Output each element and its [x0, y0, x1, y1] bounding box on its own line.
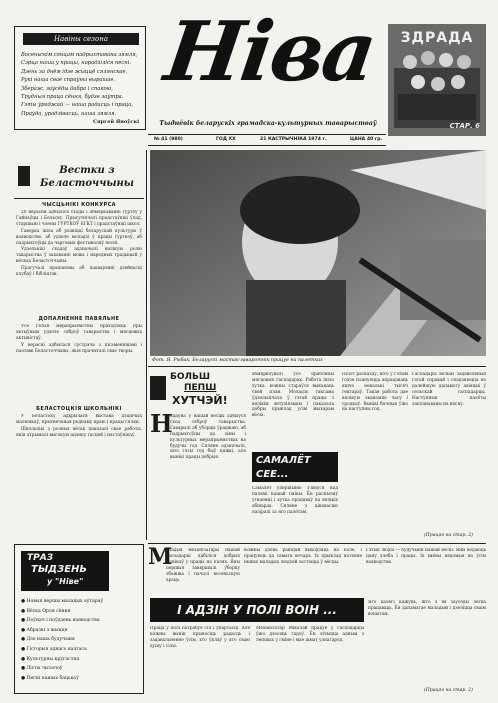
issue-year: ГОД XX	[216, 137, 236, 142]
lower-col4: Праца ў полі патрабуе сіл і ўпартасці. Але кожны вынік прыносіць радасць і задавальненне ўсім, хто ўклаў у яго сваю душу і сілы.	[150, 626, 250, 649]
corner-photo-page: СТАР. 6	[449, 122, 480, 130]
vestki-header	[14, 160, 144, 196]
hero-col2: абмяркоўвалі ўсе праблемы мясцовых гаспадарак. Работа ішла хутка, кожны стараўся выканаць свой план. Моладзь таксама ўдзельнічала ў гэтай працы з вялікім энтузіязмам і паказала добры прыклад усім жыхарам вёскі.	[252, 372, 334, 419]
paragraph: Гаворка ішла аб развіцці беларускай культуры ў ваяводстве, аб удзеле моладзі ў працы гурткоў, аб падрыхтоўцы да чарговых фестываляў песні.	[16, 228, 142, 246]
poem-line: Восеньскім сонцам падрыхтавана зямля,	[21, 52, 138, 58]
paragraph: Усе гэтыя мерапрыемствы праходзяць пры актыўным удзеле сяброў таварыства і мясцовых актывістаў.	[16, 324, 142, 341]
promo-banner	[21, 551, 109, 591]
main-photo-image	[150, 150, 486, 356]
poem-line: Дзень за днём ідзе жыццё сялянскае,	[21, 68, 128, 75]
promo-list-item: ● Песні нашых бацькоў	[21, 675, 79, 681]
poem-line: Праўда, урадлівасць, наша зямля.	[21, 110, 117, 117]
vestki-header-text: Вестки з Беласточчыны	[40, 165, 134, 189]
left-column-divider	[146, 150, 147, 540]
poem-line: Трудныя праца сёння, будзе заўтра.	[21, 94, 124, 101]
main-photo-caption: Фот. Я. Рыбак. Беларускі мастак-гаваротнік працуе на палетках	[152, 358, 323, 363]
masthead-rule-top	[148, 134, 386, 135]
samolet-col1: Самалёт упершыню з'явіўся над палямі нашай гміны. Ён распыляў угнаенні і хутка працаваў на вялікіх абшарах. Сяляне з цікавасцю назіралі за яго палётам.	[252, 486, 338, 515]
vestki-section2-title: ДОПАЛНЕННЕ ПАВЯЛЬНЕ	[38, 316, 120, 322]
promo-box	[14, 544, 144, 694]
vestki-section1-text	[16, 210, 142, 308]
promo-list-item: ● Абразкі з жыцця	[21, 627, 68, 633]
lower-col6: Яго калегі кажуць, што з ім заўсёды лёгка працаваць. Ён дапамагае маладым і дзеліцца сваім вопытам.	[368, 600, 486, 617]
poem-header	[23, 33, 139, 45]
lower-col2: Кожны дзень раніцай выходзяць на поле, і працуюць да самага вечара. Іх прыклад натхняе іншых маладых людзей застацца ў вёсцы.	[244, 548, 362, 565]
promo-list-item: ● Поўнач і поўдзень ваяводства	[21, 618, 100, 624]
promo-list-item: ● Дзе наша будучыня	[21, 637, 75, 643]
poem-author: Сяргей Яноўскі	[92, 119, 139, 125]
samolet-signature: (Працяг на стар. 2)	[424, 533, 473, 538]
paragraph: 20 верасня адбыліся сходы і абмеркаванні гуртоў у Гайнаўцы і Бельску. Прысутнічалі прадстаўнікі ўлад, старшыні і члены ГУРТКОЎ БГКТ і прадстаўнікі школ.	[16, 210, 142, 227]
promo-line3: у "Ніве"	[47, 577, 84, 586]
vestki-section2-text	[16, 324, 142, 402]
lower-signature: (Працяг на стар. 2)	[424, 688, 473, 693]
promo-list-item: ● Гісторыя аднаго калгаса	[21, 646, 87, 652]
samolet-banner	[252, 452, 338, 482]
lower-col3: Гэтыя людзі — будучыня нашай вёскі. Яны ведаюць цану хлеба і працы. Іх імёны вядомыя ва ўсім ваяводстве.	[366, 548, 486, 565]
hero-col1: ядаўна ў нашай вёсцы адбыўся сход сяброў таварыства. Гаварылі аб уборцы ўраджаю, аб падрыхтоўцы да зімы і культурных мерапрыемствах на будучы год. Сяляне адзначылі, што гэты год быў цяжкі, але вынікі працы добрыя.	[170, 414, 246, 461]
poem-line: Сэрца наша ў працы, нарадзіліся песні.	[21, 60, 131, 67]
promo-list	[21, 597, 139, 683]
masthead-title: Ніва	[159, 4, 381, 100]
lower-banner	[150, 598, 364, 622]
vestki-section1-title: ЧЫСЦЬНІКІ КОНКУРСА	[42, 202, 116, 208]
poem-line: Рукі наша свае спраўны вырашае.	[21, 77, 116, 84]
issue-date: 21 КАСТРЫЧНІКА 1974 г.	[260, 137, 327, 142]
bolshe-block	[150, 370, 244, 410]
bolshe-line1: БОЛЬШ	[170, 372, 210, 382]
promo-list-item: ● Вёска Орля сёння	[21, 608, 71, 614]
corner-photo	[388, 24, 486, 136]
lower-col1: аладыя механізатары нашай гаспадаркі дабіліся добрых вынікаў у працы на палях. Яны першыя завяршылі ўборку збожжа і пачалі восеньскую араць.	[166, 548, 240, 583]
paragraph: У верасні адбылася сустрэча з пісьменнікамі і паэтамі Беласточчыны, якія прачыталі свае творы.	[16, 342, 142, 354]
bolshe-line3: ХУТЧЭЙ!	[172, 394, 228, 407]
samolet-col2: Пілот расказаў, што ў гэтым годзе плануецца апрацаваць яшчэ некалькі тысяч гектараў. Такая работа дае вялікую эканомію часу і сродкаў. Вынікі бачныя ўжо на наступны год.	[342, 372, 408, 413]
lower-drop-cap: М	[148, 544, 173, 570]
mid-rule	[148, 543, 486, 544]
promo-list-item: ● Новыя вершы маладых аўтараў	[21, 599, 104, 604]
bolshe-line2: ПЕПШ	[184, 383, 217, 393]
samolet-col3: Гаспадары вельмі задаволеныя гэтай справай і спадзяюцца на далейшую дапамогу авіяцыі ў сельскай гаспадарцы. Наступныя палёты запланаваны на вясну.	[412, 372, 486, 407]
poem-line: Збераж, заўсёды дабра і спакою,	[21, 85, 113, 92]
vestki-rule	[14, 198, 144, 199]
issue-price: ЦАНА 40 гр.	[350, 137, 383, 142]
poem-lines	[21, 51, 141, 118]
bolshe-icon	[150, 376, 166, 400]
poem-line: Гэты ўраджай — наша радасць і праца,	[21, 102, 134, 109]
poem-header-text: Навіны сезона	[53, 35, 108, 43]
promo-list-item: ● Лісты чытачоў	[21, 666, 63, 672]
paragraph: У Беластоку адкрылася выстава дзіцячых малюнкаў, прысвечаная роднаму краю і працы сялян.	[16, 414, 142, 425]
issue-number: № 41 (980)	[154, 137, 183, 142]
promo-line2: ТЫДЗЕНЬ	[31, 564, 88, 575]
paragraph: Прагучалі прапановы аб пашырэнні дзейнасці клубаў і бібліятэк.	[16, 266, 142, 278]
paragraph: Удзельнікі сходаў адзначылі вялікую ролю таварыства ў захаванні мовы і народных традыцый у вёсках Беласточчыны.	[16, 247, 142, 265]
paragraph: Школьнікі з розных вёсак паказалі свае работы, якія атрымалі высокую ацэнку гасцей і настаўнікаў.	[16, 426, 142, 438]
hero-drop-cap: Н	[150, 409, 173, 438]
masthead	[148, 4, 388, 154]
masthead-subtitle: Тыднёвік беларускіх грамадска-культурных таварыстваў	[159, 120, 377, 127]
masthead-rule-bottom	[148, 145, 386, 146]
poem-box	[14, 26, 146, 130]
vestki-header-icon	[18, 166, 30, 186]
lower-banner-text: І АДЗІН У ПОЛІ ВОІН ...	[177, 603, 337, 617]
main-photo	[150, 150, 486, 356]
promo-list-item: ● Культурны кругагляд	[21, 656, 80, 662]
vestki-section3-text	[16, 414, 142, 532]
samolet-title: САМАЛЁТ СЕЕ...	[256, 455, 311, 480]
photo-rule	[148, 366, 486, 367]
lower-col5: Механізатар Мікалай працуе ў гаспадарцы ўжо дзесяць гадоў. Ён лічыцца адным з лепшых у гміне і мае шмат узнагарод.	[256, 626, 364, 643]
corner-photo-title: ЗДРАДА	[400, 30, 474, 46]
promo-line1: ТРАЗ	[27, 553, 54, 563]
vestki-section3-title: БЕЛАСТОЦКІЯ ШКОЛЬНІКІ	[36, 406, 122, 412]
